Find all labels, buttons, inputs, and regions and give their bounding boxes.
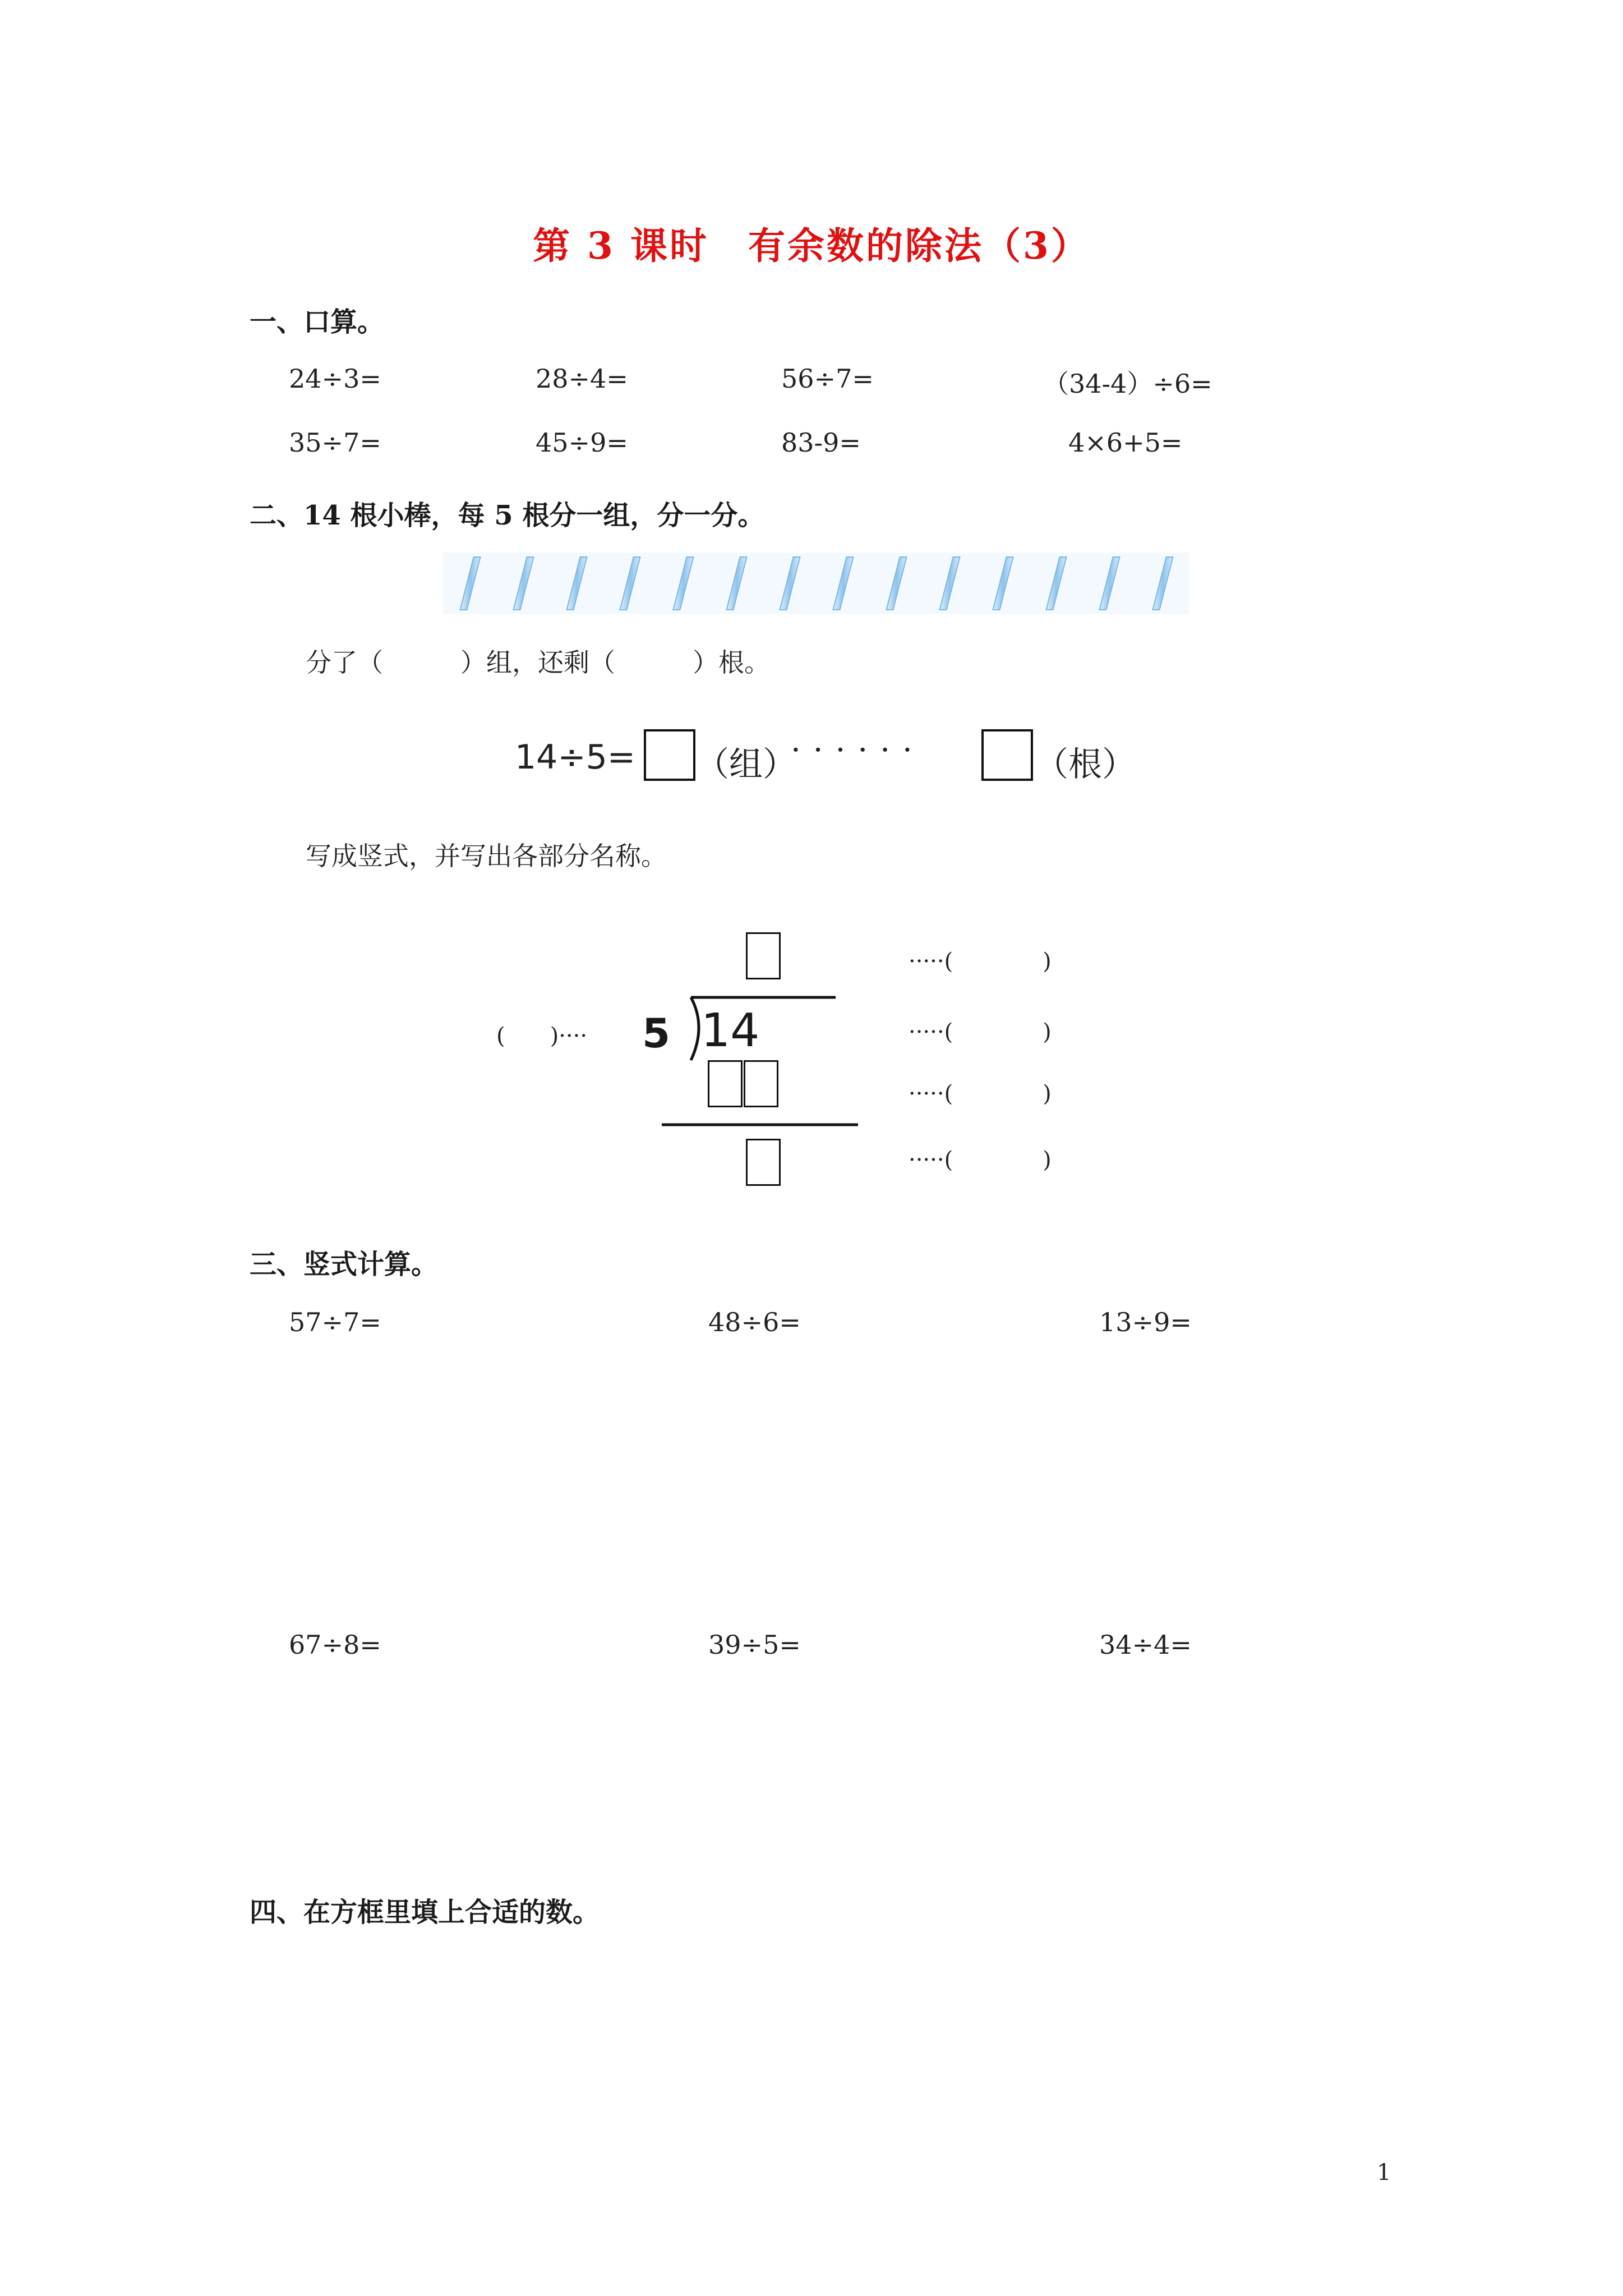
title-lesson: 第 3 课时 (533, 224, 709, 268)
remainder-box[interactable] (746, 1139, 781, 1186)
mental-math-item: 24÷3= (289, 364, 381, 394)
mental-math-item: 4×6+5= (1068, 427, 1183, 458)
mental-math-item: 56÷7= (781, 364, 874, 394)
vertical-problem: 39÷5= (708, 1630, 801, 1660)
grouping-sentence: 分了（ ）组，还剩（ ）根。 (306, 647, 770, 678)
vertical-problem: 67÷8= (289, 1630, 381, 1660)
mental-math-item: 28÷4= (536, 364, 628, 394)
quotient-box[interactable] (746, 932, 781, 979)
section-heading-4: 四、在方框里填上合适的数。 (250, 1897, 600, 1928)
answer-box-groups[interactable] (644, 729, 695, 781)
vertical-problem: 48÷6= (708, 1307, 801, 1337)
mental-math-item: 45÷9= (536, 427, 628, 458)
product-name-label: ·····( ) (909, 1081, 1052, 1107)
product-box-tens[interactable] (708, 1060, 743, 1107)
dividend-name-label: ·····( ) (909, 1019, 1052, 1045)
mental-math-item: （34-4）÷6= (1043, 369, 1212, 399)
mental-math-item: 83-9= (781, 427, 861, 458)
section-heading-3: 三、竖式计算。 (250, 1249, 439, 1280)
answer-box-remainder[interactable] (981, 729, 1033, 781)
page-title (0, 216, 1623, 269)
vertical-instruction: 写成竖式，并写出各部分名称。 (306, 841, 667, 871)
vertical-problem: 13÷9= (1099, 1307, 1192, 1337)
remainder-name-label: ·····( ) (909, 1147, 1052, 1173)
product-box-ones[interactable] (744, 1060, 778, 1107)
section-heading-2: 二、14 根小棒，每 5 根分一组，分一分。 (250, 500, 765, 531)
unit-sticks-label: （根） (1035, 745, 1136, 784)
divisor: 5 (642, 1010, 671, 1057)
dividend: 14 (701, 1004, 760, 1057)
page-number: 1 (1377, 2160, 1391, 2185)
vertical-problem: 34÷4= (1099, 1630, 1192, 1660)
section-heading-1: 一、口算。 (250, 306, 385, 338)
quotient-name-label: ·····( ) (909, 949, 1052, 974)
divisor-name-label: ( )···· (496, 1023, 588, 1049)
remainder-dots: ······ (791, 732, 925, 769)
equation-lhs: 14÷5= (515, 738, 636, 777)
title-topic: 有余数的除法（3） (748, 224, 1090, 268)
vertical-problem: 57÷7= (289, 1307, 381, 1337)
mental-math-item: 35÷7= (289, 427, 381, 458)
sticks-background (443, 553, 1189, 614)
unit-groups-label: （组） (695, 745, 796, 784)
sticks-illustration (443, 553, 1189, 614)
